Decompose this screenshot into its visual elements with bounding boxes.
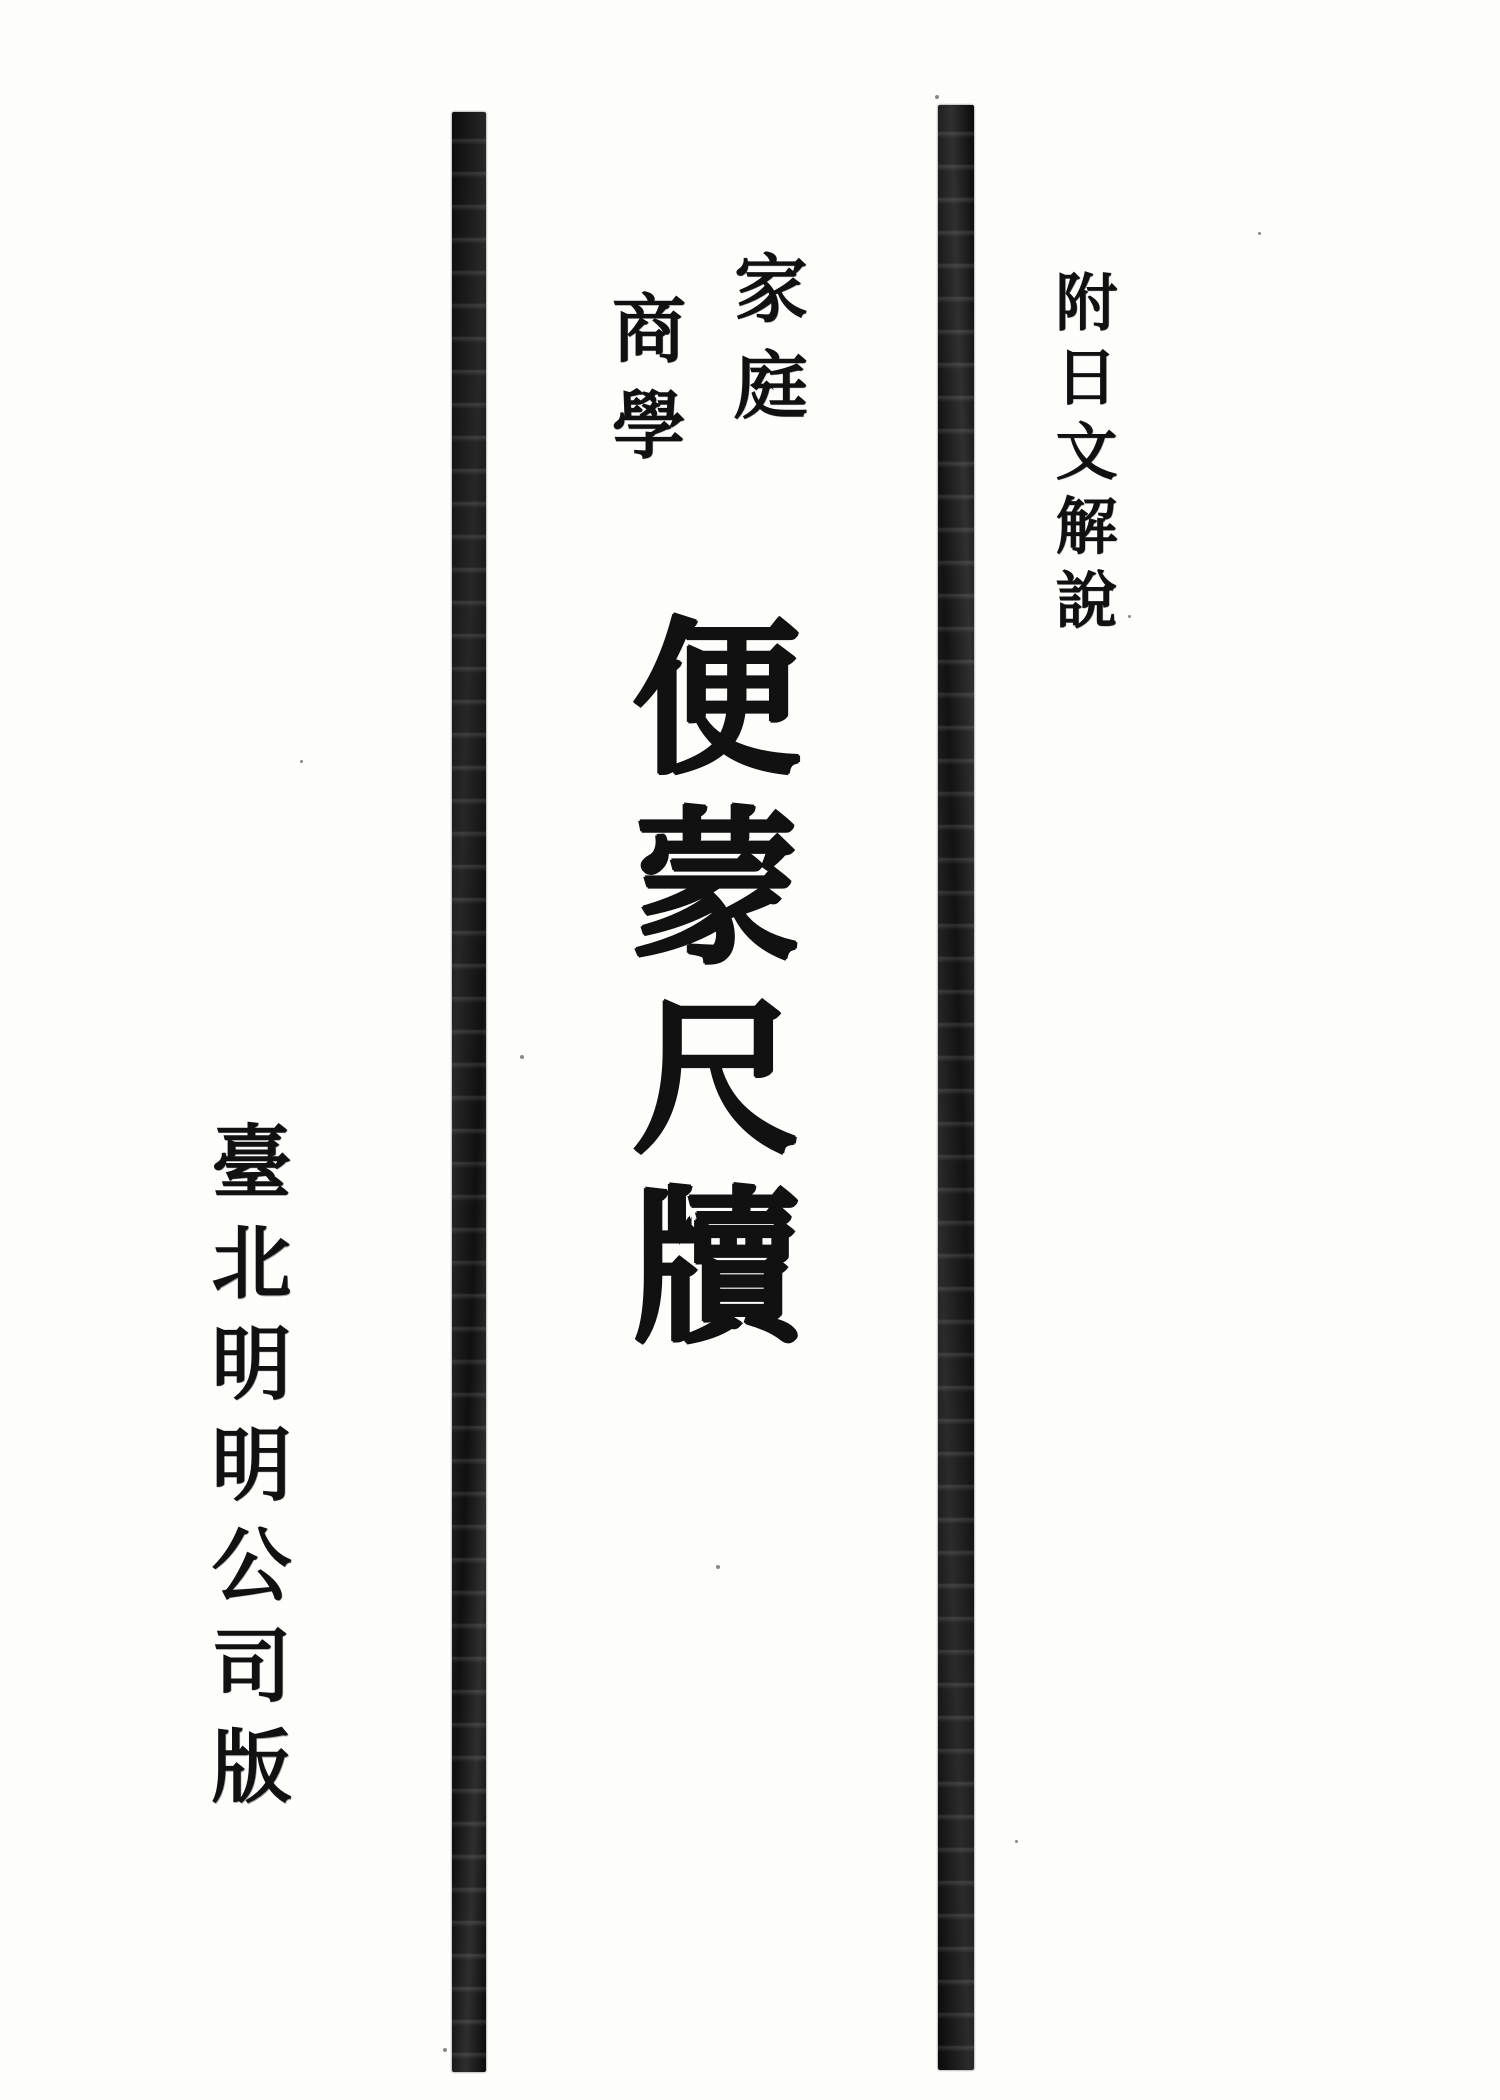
publisher-imprint: 臺北明明公司版 <box>198 1120 292 1826</box>
paper-speckle <box>520 1055 524 1059</box>
paper-speckle <box>935 95 939 99</box>
series-label-secondary: 商學 <box>600 290 686 483</box>
paper-speckle <box>716 1565 720 1569</box>
vertical-rule-left <box>452 112 486 2072</box>
paper-speckle <box>300 760 303 763</box>
book-main-title: 便蒙尺牘 <box>605 610 803 1370</box>
paper-speckle <box>443 2048 447 2052</box>
annotation-text: 附日文解說 <box>1045 270 1118 642</box>
vertical-rule-right <box>938 105 974 2070</box>
paper-speckle <box>1258 232 1261 235</box>
paper-speckle <box>1015 1840 1018 1843</box>
series-label-primary: 家庭 <box>722 250 808 443</box>
paper-speckle <box>1128 615 1131 618</box>
